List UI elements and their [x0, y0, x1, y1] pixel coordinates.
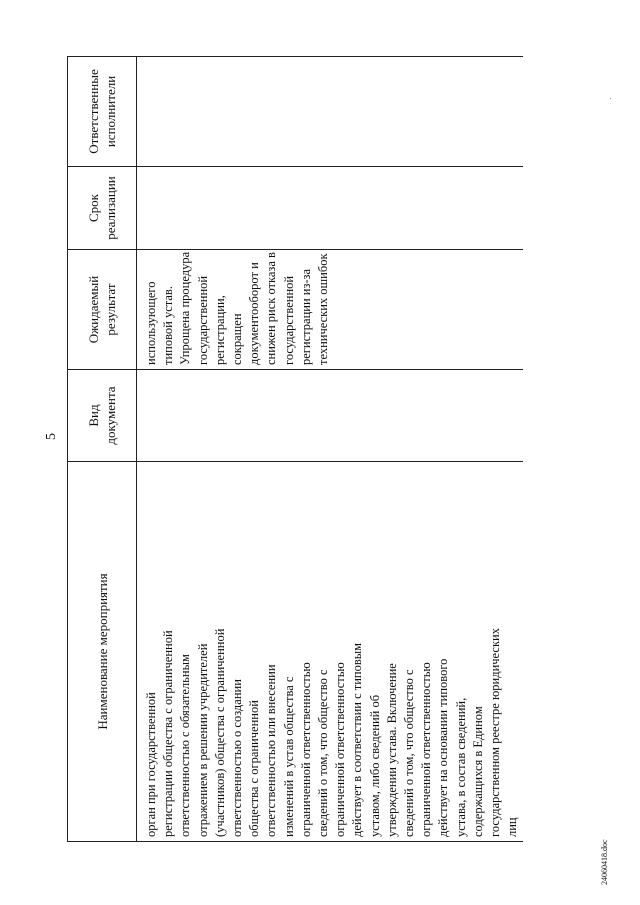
activity-line: лиц: [505, 817, 520, 837]
activity-line: ограниченной ответственностью: [298, 662, 313, 837]
document-type-cell: [137, 370, 524, 462]
activity-line: ответственностью или внесении: [264, 664, 279, 837]
table-row: [137, 57, 524, 842]
activity-line: (участников) общества с ограниченной: [212, 628, 227, 837]
header-activity: Наименование мероприятия: [68, 462, 137, 842]
activity-line: сведений о том, что общество с: [316, 669, 331, 837]
activity-line: изменений в устав общества с: [281, 676, 296, 837]
header-document-type: Вид документа: [68, 370, 137, 462]
activity-line: уставом, либо сведений об: [367, 694, 382, 837]
result-line: Упрощена процедура: [178, 251, 193, 365]
result-line: государственной: [281, 275, 296, 365]
activity-line: утверждении устава. Включение: [384, 663, 399, 837]
activity-line: ответственностью о создании: [230, 679, 245, 837]
activity-line: государственном реестре юридических: [488, 628, 503, 837]
activity-line: сведений о том, что общество с: [402, 669, 417, 837]
result-line: типовой устав.: [161, 286, 176, 365]
activity-line: ограниченной ответственностью: [333, 662, 348, 837]
header-expected-result: Ожидаемый результат: [68, 250, 137, 370]
activity-line: регистрации общества с ограниченной: [161, 630, 176, 837]
page-number: 5: [44, 433, 59, 440]
activity-line: устава, в состав сведений,: [453, 697, 468, 837]
activity-line: ответственностью с обязательным: [178, 654, 193, 837]
executors-cell: [137, 57, 524, 167]
table-header-row: [68, 57, 137, 842]
activity-line: действует в соответствии с типовым: [350, 642, 365, 837]
activity-cell: [137, 462, 524, 842]
result-line: документооборот и: [247, 262, 262, 365]
result-line: снижен риск отказа в: [264, 252, 279, 365]
result-line: регистрации из-за: [298, 268, 313, 365]
result-line: технических ошибок: [316, 253, 331, 365]
activity-line: действует на основании типового: [436, 658, 451, 837]
activity-line: содержащихся в Едином: [470, 706, 485, 837]
result-line: регистрации,: [212, 295, 227, 365]
expected-result-cell: [137, 250, 524, 370]
footer-file-name: 24060418.doc: [600, 839, 609, 885]
measures-table: [67, 56, 523, 842]
result-line: государственной: [195, 275, 210, 365]
activity-line: общества с ограниченной: [247, 700, 262, 837]
measures-table-container: [67, 57, 520, 842]
activity-line: отражением в решении учредителей: [195, 643, 210, 837]
result-line: использующего: [144, 281, 158, 365]
header-executors: Ответственные исполнители: [68, 57, 137, 167]
scan-dot: [610, 98, 611, 99]
activity-line: ограниченной ответственностью: [419, 662, 434, 837]
header-deadline: Срок реализации: [68, 167, 137, 250]
activity-line: орган при государственной: [144, 692, 158, 837]
deadline-cell: [137, 167, 524, 250]
result-line: сокращен: [230, 313, 245, 365]
